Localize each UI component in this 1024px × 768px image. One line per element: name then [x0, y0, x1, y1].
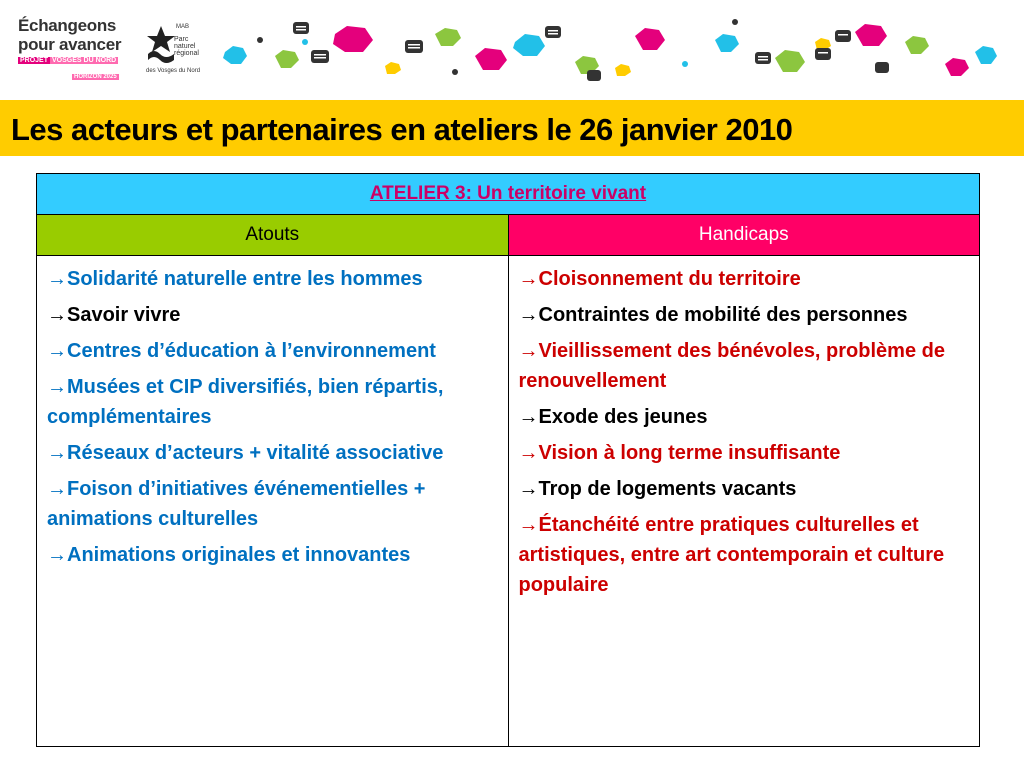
speech-bubbles-decoration	[215, 12, 1015, 90]
arrow-icon: →	[47, 304, 67, 326]
arrow-icon: →	[518, 340, 539, 362]
handicap-item	[519, 336, 970, 396]
parc-logo	[146, 22, 201, 78]
atelier-header: ATELIER 3: Un territoire vivant	[37, 174, 980, 215]
arrow-icon: →	[518, 268, 539, 290]
atout-text: Foison d’initiatives événementielles + animations culturelles	[47, 478, 426, 530]
handicap-item	[519, 264, 970, 294]
arrow-icon: →	[47, 340, 67, 362]
atout-item	[47, 540, 498, 570]
handicap-text: Trop de logements vacants	[538, 478, 797, 500]
handicap-text: Étanchéité entre pratiques culturelles et artistiques, entre art contemporain et culture populaire	[518, 514, 945, 596]
handicap-text: Vision à long terme insuffisante	[538, 442, 841, 464]
arrow-icon: →	[47, 478, 67, 500]
echangeons-logo	[18, 16, 136, 83]
atelier-table	[36, 173, 980, 747]
arrow-icon: →	[47, 544, 67, 566]
handicap-text: Vieillissement des bénévoles, problème de renouvellement	[518, 340, 945, 392]
col-header-handicaps: Handicaps	[508, 215, 980, 256]
atout-item	[47, 438, 498, 468]
logo-line-1: Échangeons	[18, 16, 117, 35]
parc-mab: MAB	[176, 24, 190, 30]
atout-item	[47, 372, 498, 432]
arrow-icon: →	[518, 514, 539, 536]
handicap-item	[519, 402, 970, 432]
handicap-item	[519, 510, 970, 600]
arrow-icon: →	[47, 442, 67, 464]
atout-text: Solidarité naturelle entre les hommes	[67, 268, 423, 290]
arrow-icon: →	[518, 442, 539, 464]
logo-tag	[18, 56, 136, 65]
parc-emblem-icon	[146, 24, 176, 68]
handicap-text: Exode des jeunes	[538, 406, 708, 428]
title-band	[0, 100, 1024, 156]
parc-text: Parc naturel régional	[174, 36, 199, 57]
handicap-item	[519, 300, 970, 330]
logo-tag-vosges: VOSGES DU NORD	[52, 57, 117, 64]
atout-text: Animations originales et innovantes	[67, 544, 411, 566]
atout-text: Savoir vivre	[67, 304, 181, 326]
arrow-icon: →	[518, 478, 539, 500]
atouts-cell	[37, 256, 509, 747]
logo-tag-horizon: HORIZON 2025	[74, 74, 117, 80]
arrow-icon: →	[518, 304, 539, 326]
arrow-icon: →	[518, 406, 539, 428]
handicap-text: Contraintes de mobilité des personnes	[538, 304, 908, 326]
handicaps-cell	[508, 256, 980, 747]
arrow-icon: →	[47, 376, 67, 398]
logo-tag-projet: PROJET	[20, 57, 49, 64]
atout-text: Centres d’éducation à l’environnement	[67, 340, 436, 362]
atout-text: Réseaux d’acteurs + vitalité associative	[67, 442, 444, 464]
page-title: Les acteurs et partenaires en ateliers le 26 janvier 2010	[11, 112, 793, 147]
handicap-item	[519, 438, 970, 468]
logo-line-2: pour avancer	[18, 35, 122, 54]
atout-text: Musées et CIP diversifiés, bien répartis, complémentaires	[47, 376, 444, 428]
atout-item	[47, 474, 498, 534]
arrow-icon: →	[47, 268, 67, 290]
handicap-text: Cloisonnement du territoire	[538, 268, 801, 290]
col-header-atouts: Atouts	[37, 215, 509, 256]
atout-item	[47, 336, 498, 366]
handicap-item	[519, 474, 970, 504]
parc-text-2: des Vosges du Nord	[146, 68, 201, 74]
atout-item	[47, 300, 498, 330]
atout-item	[47, 264, 498, 294]
